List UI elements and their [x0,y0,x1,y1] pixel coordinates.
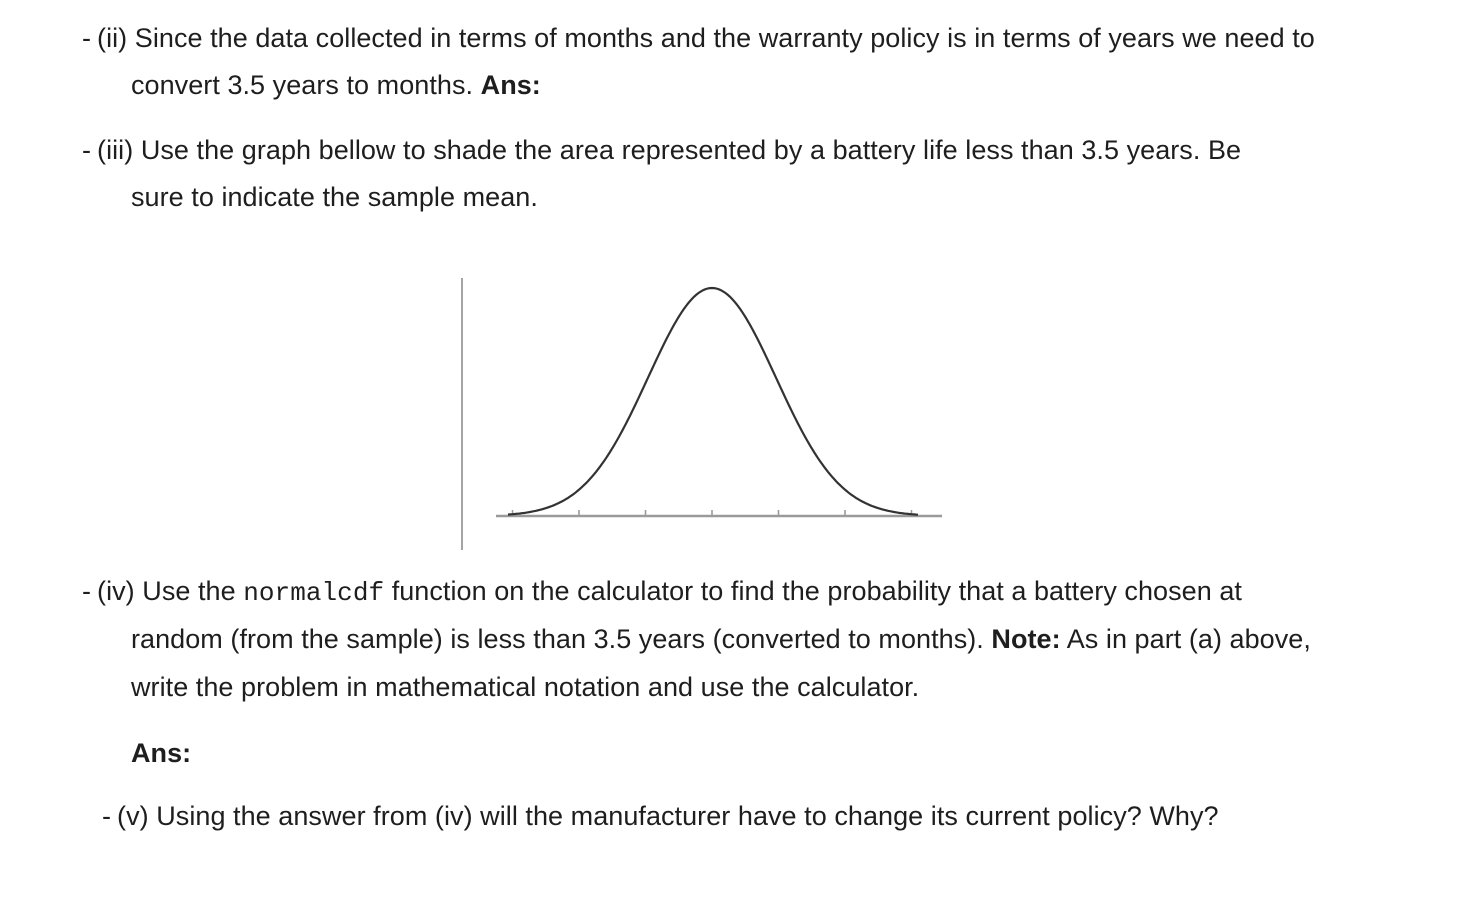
item-ii-line1 [82,20,1315,56]
item-iv-answer [131,735,191,771]
item-ii-text: (ii) Since the data collected in terms of months and the warranty policy is in terms of years we need to [97,23,1315,53]
item-iv-line1 [82,573,1242,611]
item-iv-line3 [131,669,919,705]
item-ii-line2 [131,67,541,103]
note-label: Note: [991,624,1061,654]
item-v-text: (v) Using the answer from (iv) will the manufacturer have to change its current policy? Why? [117,801,1219,831]
item-iv-text-pre: (iv) Use the [97,576,236,606]
bullet-dash: - [102,801,112,831]
item-ii-text-cont: convert 3.5 years to months. [131,70,474,100]
bullet-dash: - [82,23,92,53]
item-iv-line2-post: As in part (a) above, [1066,624,1311,654]
item-iv-text-post: function on the calculator to find the probability that a battery chosen at [391,576,1242,606]
normal-curve-figure [450,270,950,560]
normal-curve[interactable] [508,288,918,515]
item-iii-text-cont: sure to indicate the sample mean. [131,182,538,212]
bullet-dash: - [82,135,92,165]
item-v-line1 [102,798,1219,834]
item-iv-line3-text: write the problem in mathematical notation and use the calculator. [131,672,920,702]
answer-label: Ans: [131,738,192,768]
item-iii-line1 [82,132,1241,168]
bullet-dash: - [82,576,92,606]
normalcdf-function-name: normalcdf [243,578,385,608]
item-iv-line2 [131,621,1311,657]
item-iii-text: (iii) Use the graph bellow to shade the area represented by a battery life less than 3.5 years. Be [97,135,1242,165]
item-iv-line2-pre: random (from the sample) is less than 3.5 years (converted to months). [131,624,984,654]
item-iii-line2 [131,179,538,215]
answer-label: Ans: [480,70,541,100]
